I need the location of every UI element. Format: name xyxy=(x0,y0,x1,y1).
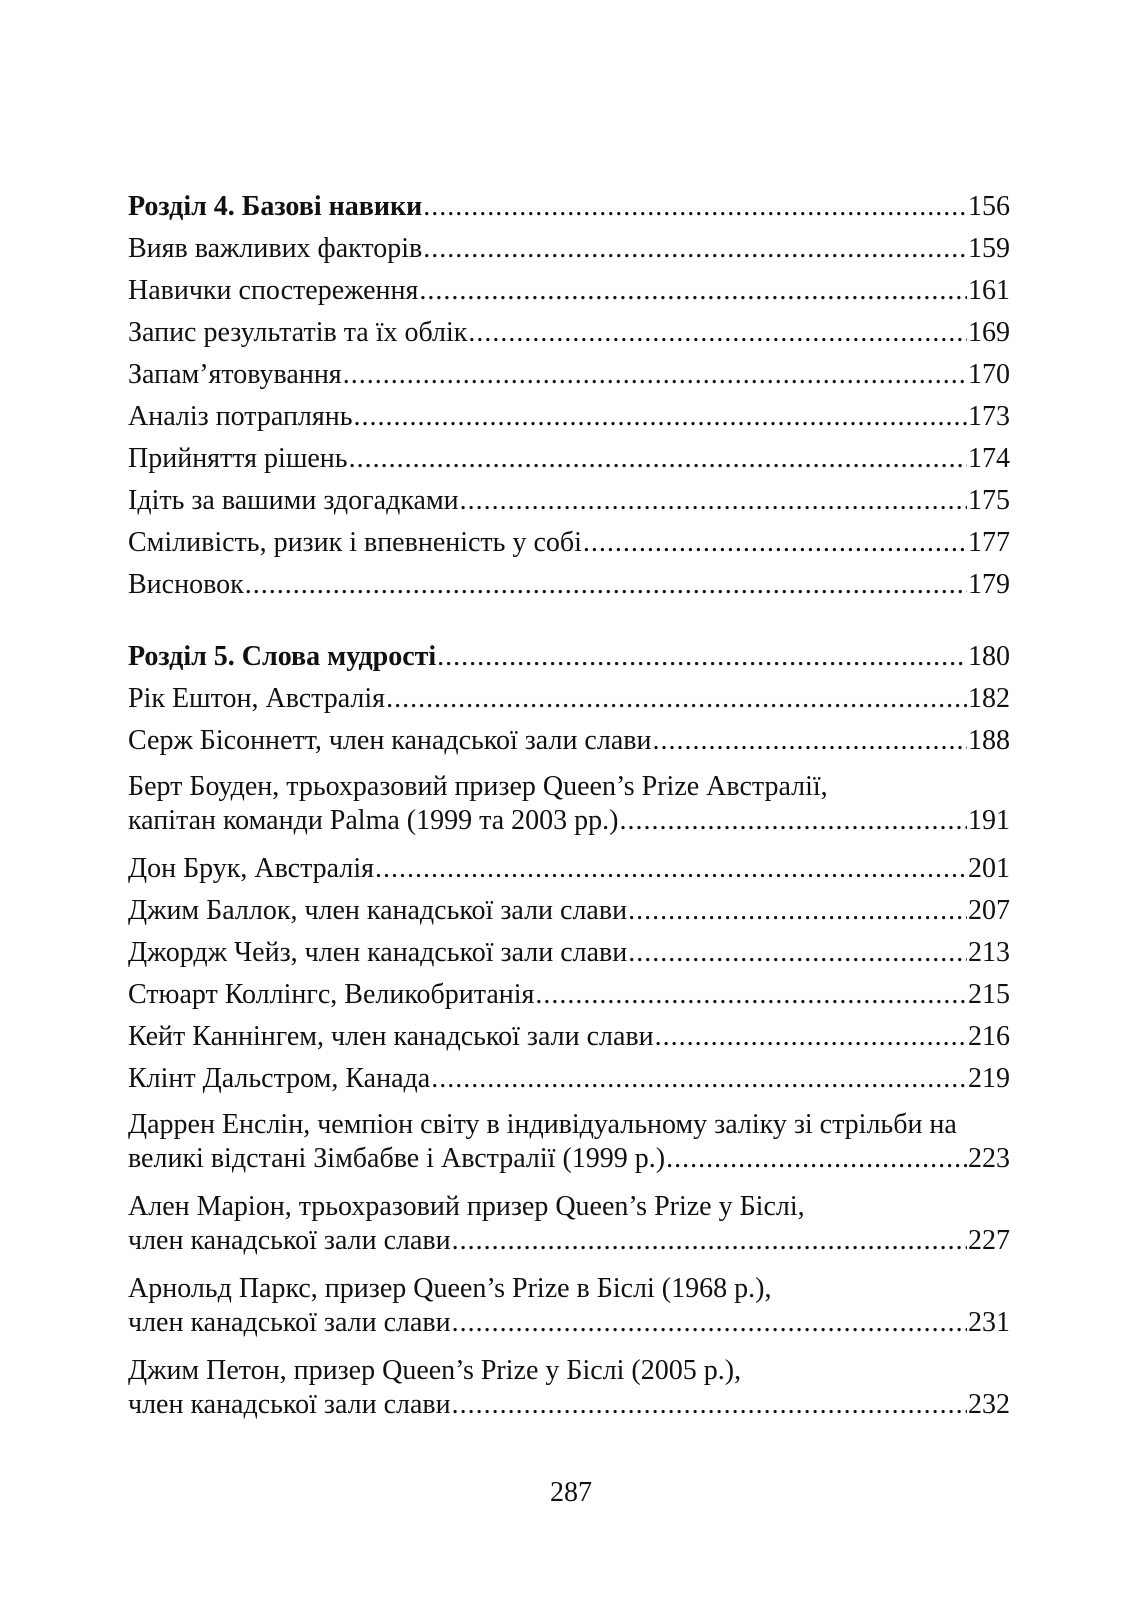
toc-entry xyxy=(128,640,1010,674)
toc-entry-last-line xyxy=(128,852,1010,886)
toc-entry-label: Розділ 4. Базові навики xyxy=(128,191,423,222)
toc-entry-page-number: 213 xyxy=(968,937,1010,968)
toc-entry-label: Джим Баллок, член канадської зали слави xyxy=(128,895,628,926)
toc-entry xyxy=(128,852,1010,886)
toc-entry-last-line xyxy=(128,526,1010,560)
dot-leader xyxy=(628,936,967,970)
toc-entry-last-line xyxy=(128,1306,1010,1340)
toc-entry-label: Дон Брук, Австралія xyxy=(128,853,374,884)
toc-entry xyxy=(128,1062,1010,1096)
toc-entry-label: член канадської зали слави xyxy=(128,1225,451,1256)
toc-entry-label: Клінт Дальстром, Канада xyxy=(128,1063,431,1094)
toc-entry-page-number: 232 xyxy=(968,1389,1010,1420)
toc-entry-label: Прийняття рішень xyxy=(128,443,348,474)
toc-entry xyxy=(128,190,1010,224)
toc-entry-last-line xyxy=(128,1020,1010,1054)
dot-leader xyxy=(452,1224,967,1258)
toc-entry-page-number: 216 xyxy=(968,1021,1010,1052)
toc-entry-label: Сміливість, ризик і впевненість у собі xyxy=(128,527,582,558)
toc-entry-page-number: 207 xyxy=(968,895,1010,926)
toc-entry-last-line xyxy=(128,724,1010,758)
toc-entry-first-line xyxy=(128,1108,1010,1142)
dot-leader xyxy=(628,894,967,928)
toc-entry xyxy=(128,274,1010,308)
dot-leader xyxy=(619,804,967,838)
toc xyxy=(128,190,1010,1422)
toc-entry-label: Джордж Чейз, член канадської зали слави xyxy=(128,937,628,968)
dot-leader xyxy=(468,316,967,350)
dot-leader xyxy=(375,852,967,886)
toc-entry-last-line xyxy=(128,568,1010,602)
dot-leader xyxy=(423,190,967,224)
toc-entry-page-number: 173 xyxy=(968,401,1010,432)
toc-entry-last-line xyxy=(128,1388,1010,1422)
toc-entry-label: Навички спостереження xyxy=(128,275,419,306)
toc-entry-label: Аналіз потраплянь xyxy=(128,401,353,432)
toc-entry-last-line xyxy=(128,804,1010,838)
toc-section xyxy=(128,190,1010,602)
toc-entry-page-number: 191 xyxy=(968,805,1010,836)
toc-entry-last-line xyxy=(128,232,1010,266)
toc-entry xyxy=(128,724,1010,758)
toc-entry xyxy=(128,400,1010,434)
toc-entry-label: Вияв важливих факторів xyxy=(128,233,423,264)
toc-entry-page-number: 201 xyxy=(968,853,1010,884)
toc-entry-last-line xyxy=(128,978,1010,1012)
page-number-footer xyxy=(0,1476,1142,1510)
dot-leader xyxy=(452,1388,967,1422)
toc-entry xyxy=(128,484,1010,518)
toc-entry-page-number: 169 xyxy=(968,317,1010,348)
toc-entry-last-line xyxy=(128,316,1010,350)
toc-entry xyxy=(128,894,1010,928)
dot-leader xyxy=(452,1306,967,1340)
toc-entry-last-line xyxy=(128,936,1010,970)
toc-entry-last-line xyxy=(128,484,1010,518)
toc-entry xyxy=(128,978,1010,1012)
toc-entry-page-number: 170 xyxy=(968,359,1010,390)
dot-leader xyxy=(386,682,967,716)
toc-entry-page-number: 179 xyxy=(968,569,1010,600)
toc-entry-page-number: 182 xyxy=(968,683,1010,714)
toc-entry-label: капітан команди Palma (1999 та 2003 рр.) xyxy=(128,805,619,836)
toc-entry-last-line xyxy=(128,1142,1010,1176)
toc-entry-last-line xyxy=(128,442,1010,476)
toc-entry-last-line xyxy=(128,358,1010,392)
toc-entry-first-line xyxy=(128,1272,1010,1306)
toc-entry-label: Запам’ятовування xyxy=(128,359,342,390)
toc-entry-label: Арнольд Паркс, призер Queen’s Prize в Біслі (1968 р.), xyxy=(128,1273,772,1304)
toc-entry-last-line xyxy=(128,682,1010,716)
toc-entry-page-number: 156 xyxy=(968,191,1010,222)
dot-leader xyxy=(460,484,967,518)
toc-entry xyxy=(128,316,1010,350)
toc-entry-page-number: 161 xyxy=(968,275,1010,306)
dot-leader xyxy=(423,232,967,266)
toc-entry xyxy=(128,936,1010,970)
dot-leader xyxy=(666,1142,967,1176)
toc-entry xyxy=(128,770,1010,838)
dot-leader xyxy=(431,1062,967,1096)
dot-leader xyxy=(343,358,967,392)
toc-entry-last-line xyxy=(128,1224,1010,1258)
toc-entry-page-number: 227 xyxy=(968,1225,1010,1256)
toc-entry-page-number: 159 xyxy=(968,233,1010,264)
toc-entry-label: Запис результатів та їх облік xyxy=(128,317,468,348)
toc-entry-label: Рік Ештон, Австралія xyxy=(128,683,386,714)
toc-entry xyxy=(128,1108,1010,1176)
toc-entry-page-number: 223 xyxy=(968,1143,1010,1174)
toc-entry-label: Берт Боуден, трьохразовий призер Queen’s Prize Австралії, xyxy=(128,771,828,802)
toc-entry-label: Джим Петон, призер Queen’s Prize у Біслі (2005 р.), xyxy=(128,1355,742,1386)
toc-entry xyxy=(128,1272,1010,1340)
dot-leader xyxy=(349,442,967,476)
toc-entry-label: член канадської зали слави xyxy=(128,1307,451,1338)
toc-entry-label: Серж Бісоннетт, член канадської зали слави xyxy=(128,725,652,756)
toc-entry-label: член канадської зали слави xyxy=(128,1389,451,1420)
dot-leader xyxy=(655,1020,967,1054)
toc-entry xyxy=(128,1354,1010,1422)
toc-entry xyxy=(128,568,1010,602)
toc-entry-last-line xyxy=(128,274,1010,308)
dot-leader xyxy=(419,274,967,308)
toc-entry-first-line xyxy=(128,1190,1010,1224)
dot-leader xyxy=(437,640,967,674)
toc-entry-label: Ідіть за вашими здогадками xyxy=(128,485,459,516)
toc-entry-label: Стюарт Коллінгс, Великобританія xyxy=(128,979,535,1010)
toc-entry-last-line xyxy=(128,400,1010,434)
toc-entry-page-number: 219 xyxy=(968,1063,1010,1094)
toc-entry xyxy=(128,1020,1010,1054)
toc-section xyxy=(128,640,1010,1422)
toc-entry-page-number: 188 xyxy=(968,725,1010,756)
toc-entry-last-line xyxy=(128,894,1010,928)
toc-entry-label: Висновок xyxy=(128,569,244,600)
toc-entry xyxy=(128,682,1010,716)
toc-entry-page-number: 215 xyxy=(968,979,1010,1010)
toc-entry-last-line xyxy=(128,1062,1010,1096)
toc-entry-page-number: 231 xyxy=(968,1307,1010,1338)
toc-entry-first-line xyxy=(128,1354,1010,1388)
dot-leader xyxy=(354,400,967,434)
toc-entry xyxy=(128,1190,1010,1258)
page-number: 287 xyxy=(550,1477,592,1508)
dot-leader xyxy=(583,526,967,560)
toc-entry-last-line xyxy=(128,190,1010,224)
toc-entry xyxy=(128,358,1010,392)
toc-entry-label: Розділ 5. Слова мудрості xyxy=(128,641,437,672)
toc-entry-page-number: 177 xyxy=(968,527,1010,558)
dot-leader xyxy=(245,568,967,602)
dot-leader xyxy=(652,724,967,758)
toc-entry xyxy=(128,442,1010,476)
toc-entry-label: Даррен Енслін, чемпіон світу в індивідуальному заліку зі стрільби на xyxy=(128,1109,957,1140)
toc-entry xyxy=(128,232,1010,266)
toc-entry-label: Ален Маріон, трьохразовий призер Queen’s Prize у Біслі, xyxy=(128,1191,805,1222)
dot-leader xyxy=(535,978,967,1012)
toc-entry-label: Кейт Каннінгем, член канадської зали слави xyxy=(128,1021,654,1052)
toc-entry xyxy=(128,526,1010,560)
toc-entry-label: великі відстані Зімбабве і Австралії (1999 р.) xyxy=(128,1143,666,1174)
toc-entry-page-number: 180 xyxy=(968,641,1010,672)
toc-entry-first-line xyxy=(128,770,1010,804)
toc-entry-page-number: 174 xyxy=(968,443,1010,474)
toc-entry-page-number: 175 xyxy=(968,485,1010,516)
toc-entry-last-line xyxy=(128,640,1010,674)
